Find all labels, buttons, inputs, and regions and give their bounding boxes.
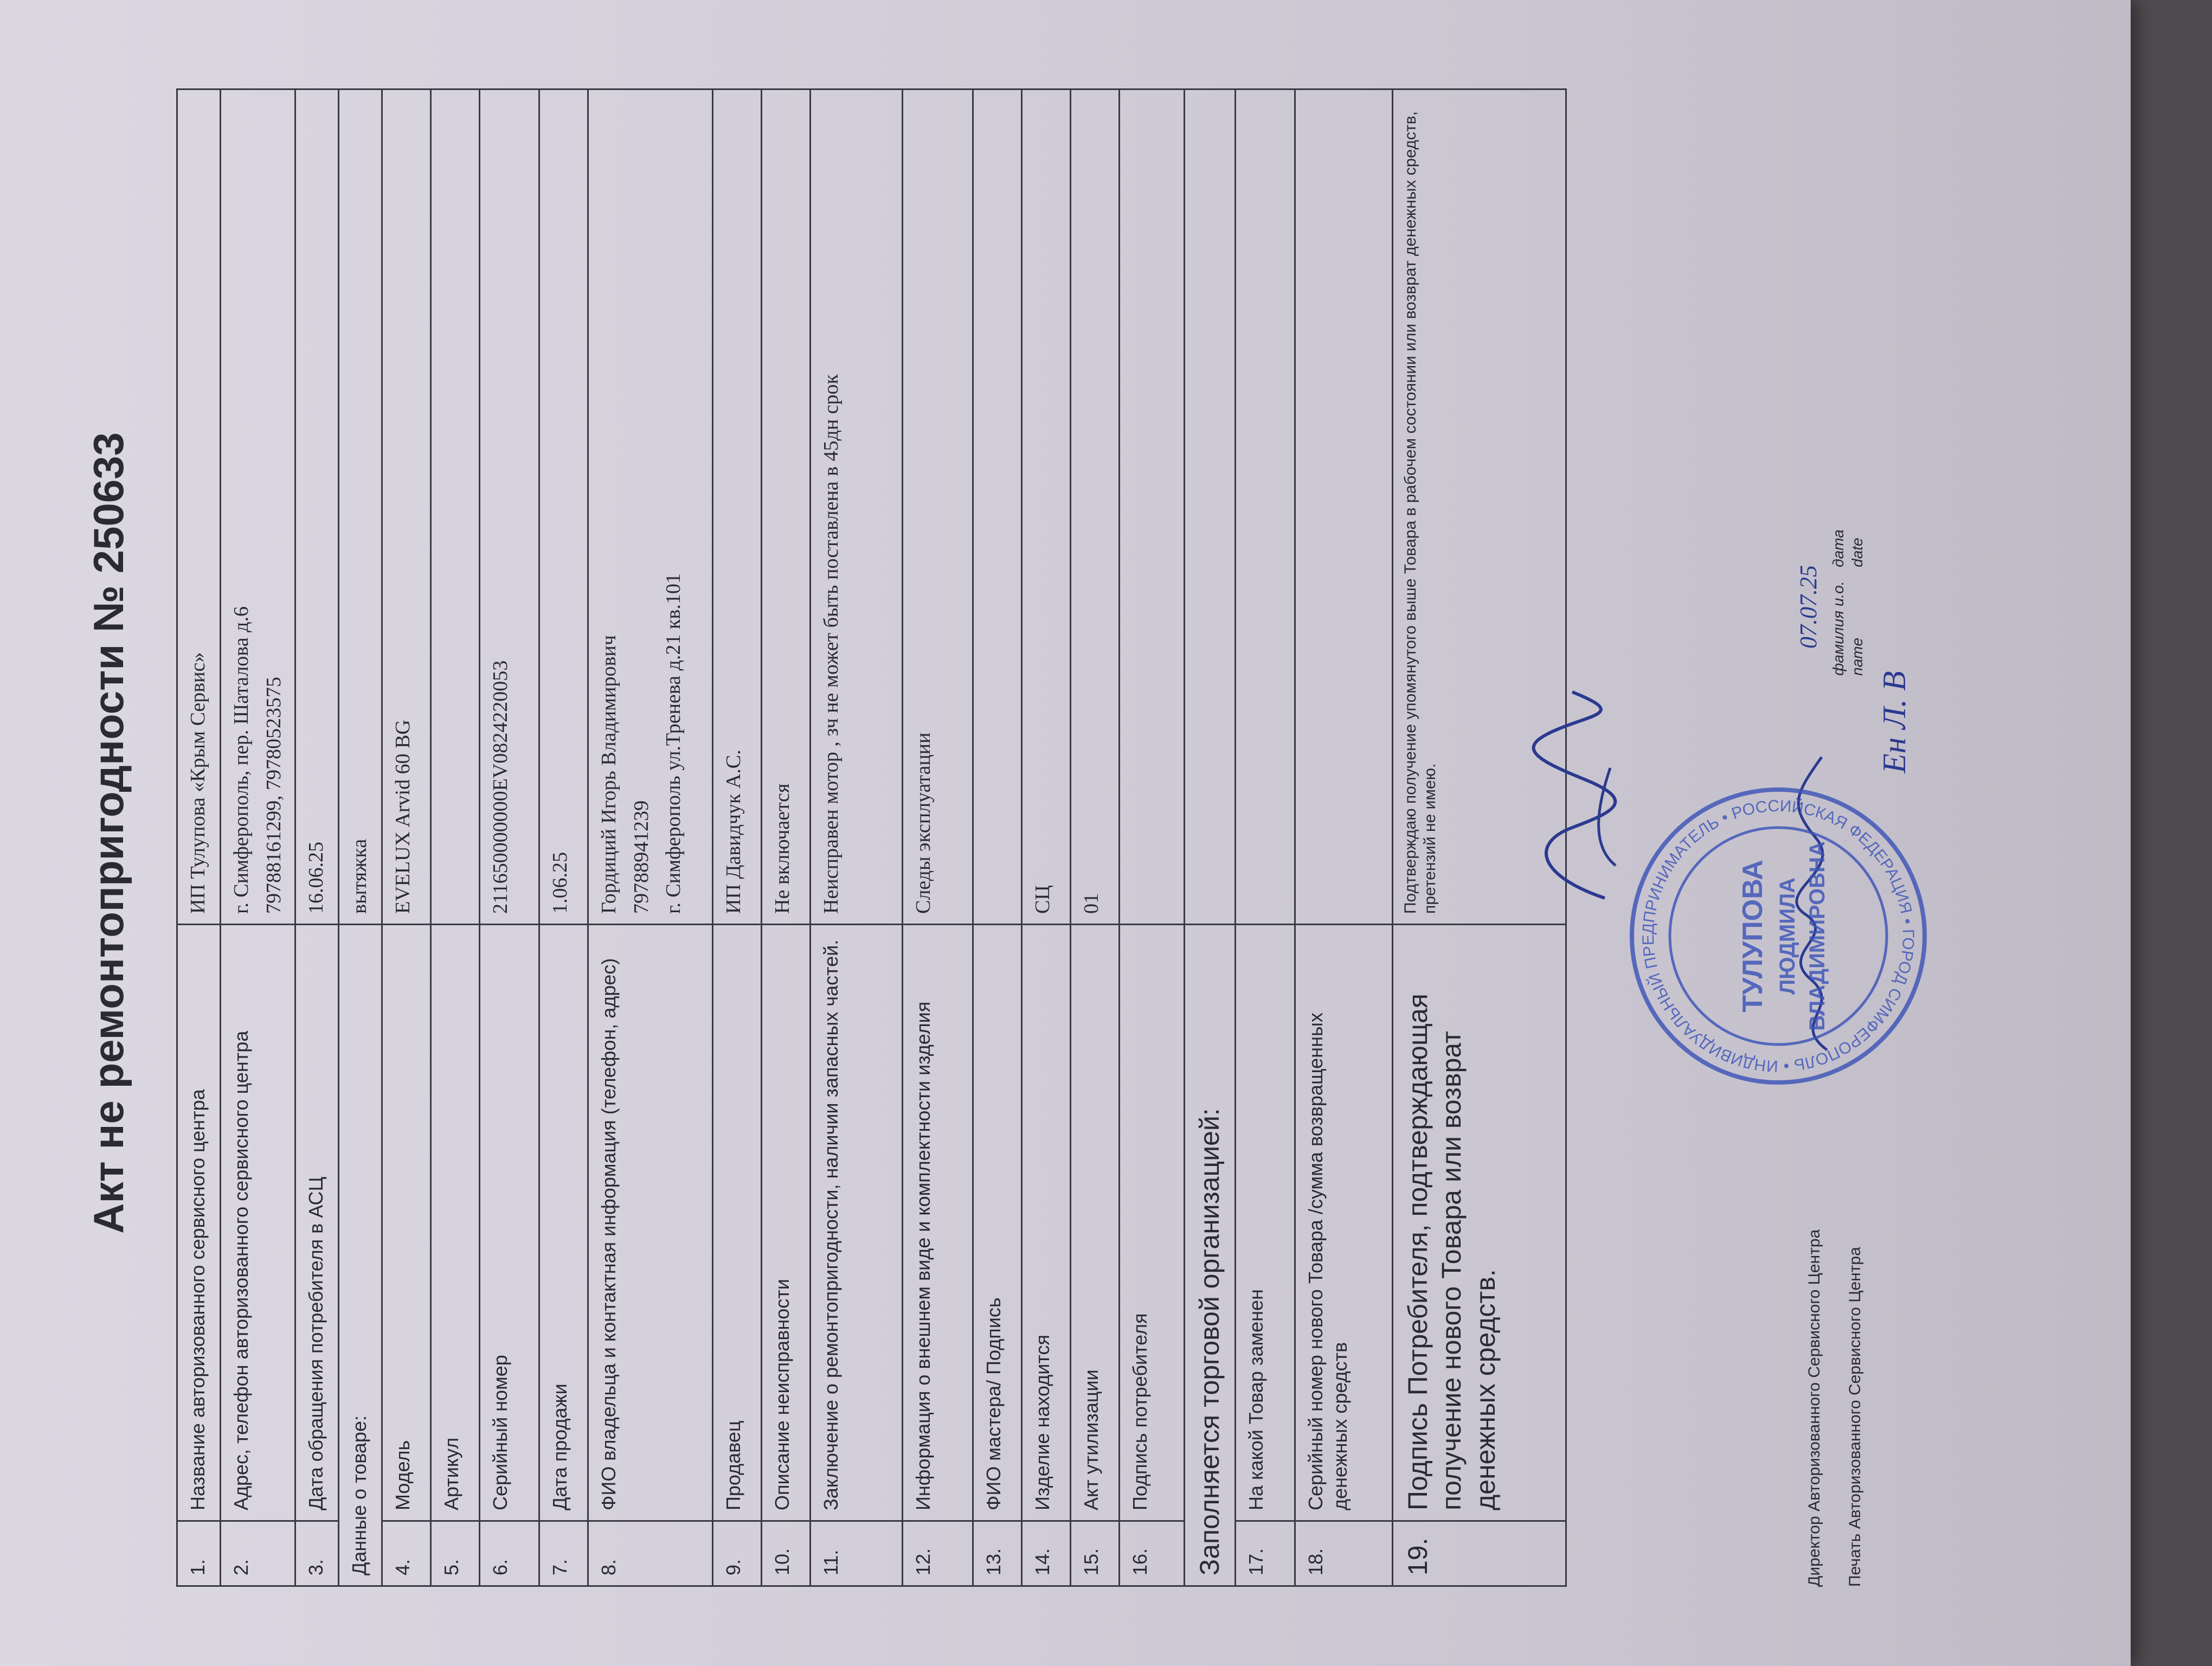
table-row: [177, 89, 221, 1586]
row-label: ФИО мастера/ Подпись: [973, 925, 1022, 1521]
row-value-line: ИП Давидчук А.С.: [722, 749, 745, 914]
row-label: Продавец: [713, 925, 762, 1521]
row-value-line: Следы эксплуатации: [912, 732, 935, 914]
table-row: [903, 89, 973, 1586]
table-row: [382, 89, 431, 1586]
row-value: [1071, 89, 1120, 925]
row-number: 19.: [1392, 1521, 1566, 1586]
row-label: Изделие находится: [1022, 925, 1071, 1521]
svg-text:ВЛАДИМИРОВНА: ВЛАДИМИРОВНА: [1805, 841, 1829, 1031]
row-number: 3.: [295, 1521, 339, 1586]
row-value: [480, 89, 539, 925]
row-number: 12.: [903, 1521, 973, 1586]
svg-text:ИНДИВИДУАЛЬНЫЙ ПРЕДПРИНИМАТЕЛЬ: ИНДИВИДУАЛЬНЫЙ ПРЕДПРИНИМАТЕЛЬ • РОССИЙСКАЯ ФЕДЕРАЦИЯ • ГОРОД СИМФЕРОПОЛЬ •: [1639, 797, 1918, 1075]
table-row: [1071, 89, 1120, 1586]
row-value-line: СЦ: [1031, 885, 1054, 914]
row-number: 11.: [811, 1521, 903, 1586]
round-stamp: [1626, 784, 1930, 1088]
row-number: 14.: [1022, 1521, 1071, 1586]
svg-text:ЛЮДМИЛА: ЛЮДМИЛА: [1776, 877, 1799, 995]
caption-date-en: date: [1849, 537, 1866, 567]
row-number: 13.: [973, 1521, 1022, 1586]
row-value-line: Неисправен мотор , зч не может быть поставлена в 45дн срок: [820, 374, 843, 914]
row-number: 18.: [1295, 1521, 1392, 1586]
row-value-line: г. Симферополь ул.Тренева д.21 кв.101: [662, 573, 685, 914]
handwritten-name: Ен Л. В: [1876, 671, 1912, 773]
row-value-line: вытяжка: [348, 838, 371, 914]
row-value-line: 79788941239: [629, 800, 653, 914]
row-number: 10.: [762, 1521, 811, 1586]
svg-text:ТУЛУПОВА: ТУЛУПОВА: [1737, 860, 1769, 1013]
row-value: [713, 89, 762, 925]
row-value: [539, 89, 588, 925]
row-value-line: 01: [1080, 893, 1103, 914]
sign-date: 07.07.25: [1795, 565, 1822, 649]
row-label: Заключение о ремонтопригодности, наличии запасных частей.: [811, 925, 903, 1521]
row-label: Данные о товаре:: [339, 925, 382, 1586]
row-number: 7.: [539, 1521, 588, 1586]
document-title: Акт не ремонтопригодности № 250633: [85, 432, 132, 1234]
table-row: [811, 89, 903, 1586]
row-label: Акт утилизации: [1071, 925, 1120, 1521]
row-value-line: Подтверждаю получение упомянутого выше Товара в рабочем состоянии или возврат денежных средств, претензий не имею.: [1401, 111, 1439, 914]
row-number: 6.: [480, 1521, 539, 1586]
row-value-line: Не включается: [771, 783, 794, 914]
row-label: Название авторизованного сервисного центра: [177, 925, 221, 1521]
row-value: [973, 89, 1022, 925]
table-row: [1022, 89, 1071, 1586]
row-number: 17.: [1235, 1521, 1295, 1586]
row-number: 4.: [382, 1521, 431, 1586]
row-number: 5.: [431, 1521, 480, 1586]
row-label: Информация о внешнем виде и комплектности изделия: [903, 925, 973, 1521]
row-value: [762, 89, 811, 925]
row-value: [1185, 89, 1236, 925]
row-label: Артикул: [431, 925, 480, 1521]
row-value-line: Гордиций Игорь Владимирович: [597, 635, 620, 914]
row-value-line: г. Симферополь, пер. Шаталова д.6: [230, 606, 253, 914]
row-value: [431, 89, 480, 925]
table-row: [1120, 89, 1185, 1586]
row-number: 8.: [588, 1521, 713, 1586]
row-value: [903, 89, 973, 925]
row-value-line: ИП Тулупова «Крым Сервис»: [187, 652, 209, 914]
stamp-label: Печать Авторизованного Сервисного Центра: [1846, 1247, 1864, 1587]
row-number: 2.: [221, 1521, 295, 1586]
rotated-document: [54, 9, 2158, 1657]
row-value: [1235, 89, 1295, 925]
row-label: Серийный номер: [480, 925, 539, 1521]
act-table: [176, 88, 1567, 1587]
row-value-line: 16.06.25: [305, 842, 327, 914]
row-label: Серийный номер нового Товара /сумма возвращенных денежных средств: [1295, 925, 1392, 1521]
row-value: [811, 89, 903, 925]
row-label: ФИО владельца и контактная информация (телефон, адрес): [588, 925, 713, 1521]
table-row: [713, 89, 762, 1586]
row-label: Дата обращения потребителя в АСЦ: [295, 925, 339, 1521]
table-row: [973, 89, 1022, 1586]
table-row: [762, 89, 811, 1586]
row-number: 15.: [1071, 1521, 1120, 1586]
row-value-line: 79788161299, 79780523575: [262, 677, 285, 914]
row-value: [177, 89, 221, 925]
row-label: Заполняется торговой организацией:: [1185, 925, 1236, 1586]
caption-name-en: name: [1849, 637, 1866, 676]
table-row: [539, 89, 588, 1586]
row-number: 1.: [177, 1521, 221, 1586]
table-row: [1235, 89, 1295, 1586]
row-value-line: 1.06.25: [549, 852, 571, 914]
row-value-line: EVELUX Arvid 60 BG: [391, 720, 414, 914]
row-label: Подпись потребителя: [1120, 925, 1185, 1521]
table-row: [221, 89, 295, 1586]
row-label: Модель: [382, 925, 431, 1521]
row-number: 9.: [713, 1521, 762, 1586]
table-row: [1185, 89, 1236, 1586]
caption-name-ru: фамилия и.о.: [1830, 581, 1847, 676]
row-label: Дата продажи: [539, 925, 588, 1521]
row-value-line: 211650000000EV0824220053: [489, 660, 512, 914]
row-value: [382, 89, 431, 925]
caption-date-ru: дата: [1830, 529, 1847, 567]
row-label: Описание неисправности: [762, 925, 811, 1521]
row-value: [1295, 89, 1392, 925]
table-row: [339, 89, 382, 1586]
director-label: Директор Авторизованного Сервисного Центра: [1805, 1229, 1823, 1587]
row-value: [339, 89, 382, 925]
table-row: [588, 89, 713, 1586]
row-label: Подпись Потребителя, подтверждающая получение нового Товара или возврат денежных средств.: [1392, 925, 1566, 1521]
table-row: [431, 89, 480, 1586]
table-row: [295, 89, 339, 1586]
table-row: [1295, 89, 1392, 1586]
row-number: 16.: [1120, 1521, 1185, 1586]
row-label: Адрес, телефон авторизованного сервисного центра: [221, 925, 295, 1521]
row-value: [221, 89, 295, 925]
row-value: [295, 89, 339, 925]
row-value: [1120, 89, 1185, 925]
table-row: [480, 89, 539, 1586]
row-label: На какой Товар заменен: [1235, 925, 1295, 1521]
row-value: [1022, 89, 1071, 925]
row-value: [588, 89, 713, 925]
